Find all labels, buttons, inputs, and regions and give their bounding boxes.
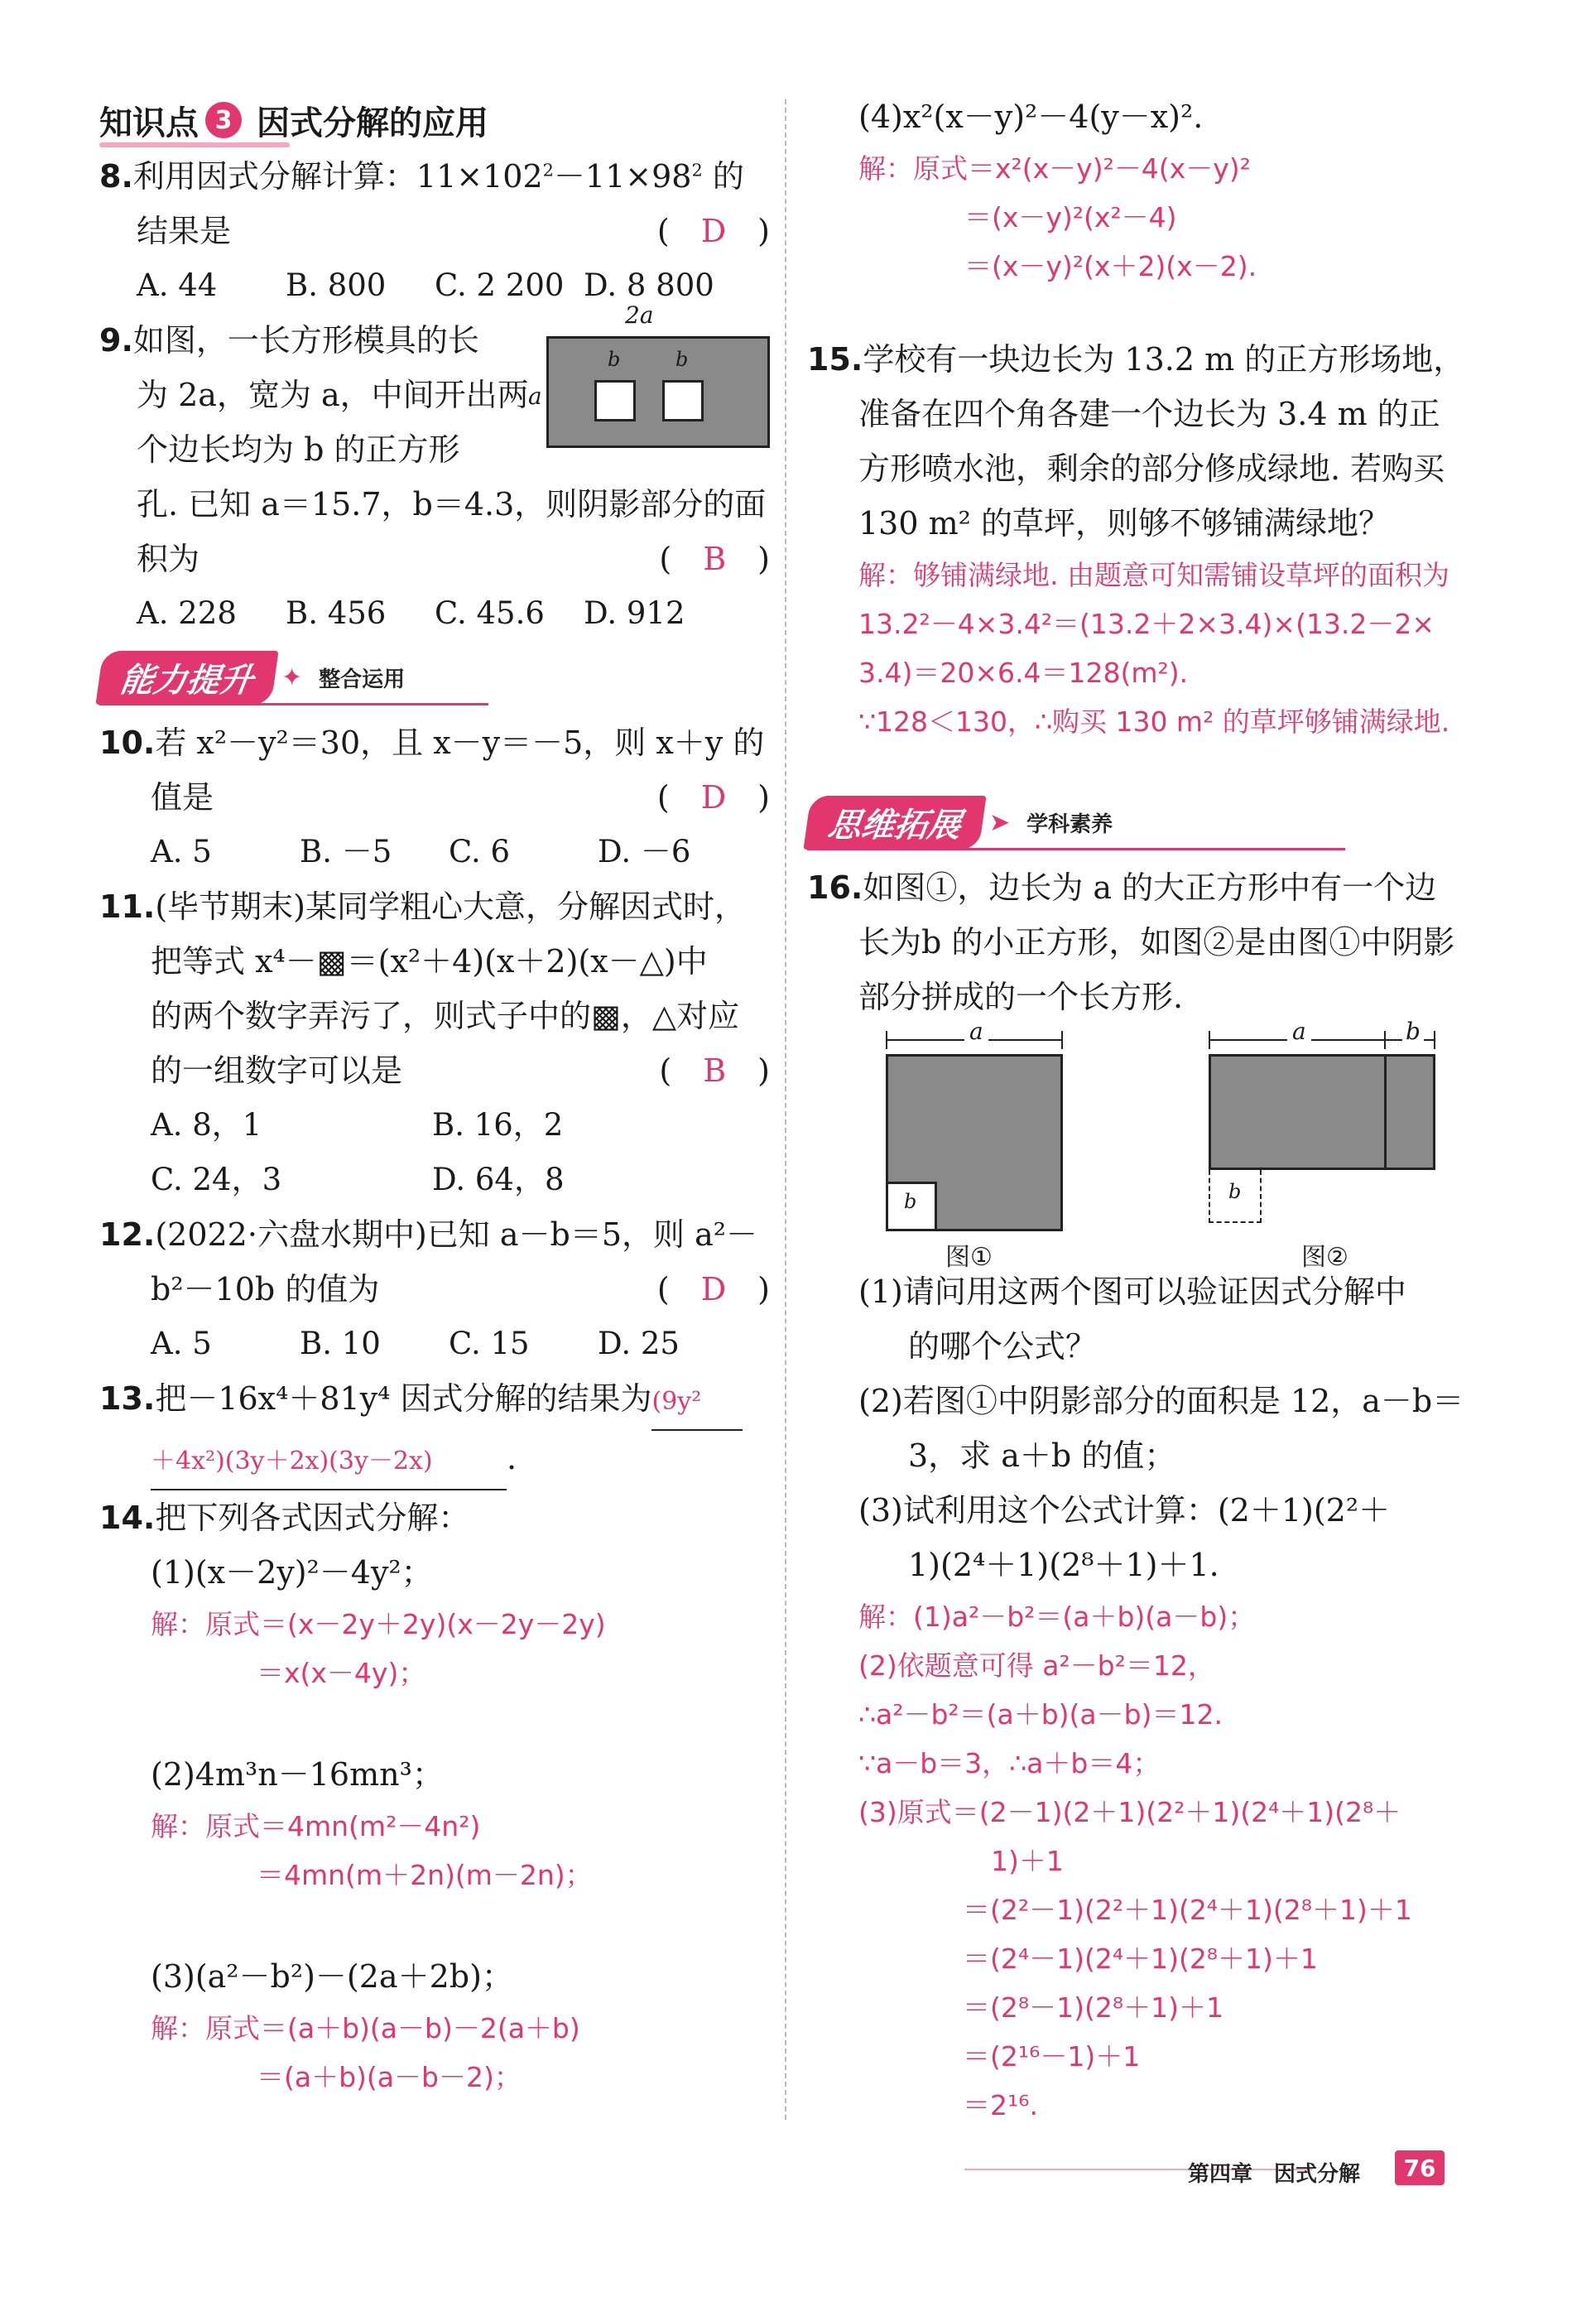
q16-solution8: ＝(2⁴－1)(2⁴＋1)(2⁸＋1)＋1 <box>963 1943 1318 1975</box>
q13-line1 <box>99 1371 770 1431</box>
q16-figures <box>807 1018 1478 1272</box>
fig1-dim-tick-left <box>886 1031 887 1049</box>
q13-answer-part2: ＋4x²)(3y＋2x)(3y－2x) <box>151 1434 507 1490</box>
page-number: 76 <box>1395 2150 1445 2185</box>
fig2-label-a: a <box>1287 1018 1311 1045</box>
fig2-label-b-top: b <box>1402 1018 1424 1045</box>
question-9 <box>99 301 770 641</box>
fig2-rectangle <box>1209 1054 1435 1170</box>
q12-number: 12. <box>99 1216 156 1253</box>
question-14 <box>99 1490 770 2102</box>
q10-option-b: B. －5 <box>300 834 392 869</box>
q15-text3: 方形喷水池，剩余的部分修成绿地. 若购买 <box>858 450 1445 487</box>
q14-line1 <box>99 1490 770 1545</box>
q9-hole-1 <box>594 380 636 421</box>
question-10 <box>99 715 770 879</box>
q9-option-d: D. 912 <box>584 595 685 631</box>
spacer <box>807 746 1478 786</box>
thinking-banner-sub: 学科素养 <box>1026 811 1113 837</box>
q10-text2: 值是 <box>151 779 214 816</box>
q15-text4: 130 m² 的草坪，则够不够铺满绿地？ <box>858 505 1390 542</box>
q9-text4: 孔. 已知 a＝15.7，b＝4.3，则阴影部分的面 <box>137 486 767 522</box>
q13-text: 把－16x⁴＋81y⁴ 因式分解的结果为 <box>155 1380 652 1417</box>
q11-option-a: A. 8，1 <box>151 1107 262 1143</box>
q14-part2-solution1: 解：原式＝4mn(m²－4n²) <box>151 1810 481 1842</box>
page-footer <box>964 2154 1469 2207</box>
q8-option-d: D. 8 800 <box>584 267 714 303</box>
q14-part1-solution1: 解：原式＝(x－2y＋2y)(x－2y－2y) <box>151 1608 606 1640</box>
q9-text3: 个边长均为 b 的正方形 <box>137 431 460 468</box>
q15-solution1: 解：够铺满绿地. 由题意可知需铺设草坪的面积为 <box>858 559 1449 591</box>
q16-solution4: ∵a－b＝3，∴a＋b＝4； <box>858 1747 1161 1779</box>
fig2-dim-tick-mid <box>1384 1031 1386 1049</box>
paper-plane-icon: ➤ <box>989 807 1011 837</box>
q16-figure-1 <box>886 1018 1068 1272</box>
q9-fig-label-top: 2a <box>625 301 654 329</box>
q15-number: 15. <box>807 341 863 378</box>
q9-number: 9. <box>99 322 133 359</box>
q12-option-a: A. 5 <box>151 1326 212 1361</box>
q15-line1 <box>807 332 1478 387</box>
fig2-label-b: b <box>1228 1180 1242 1203</box>
q8-option-a: A. 44 <box>137 267 218 303</box>
q16-solution10: ＝(2¹⁶－1)＋1 <box>963 2040 1141 2073</box>
fig2-dim-tick-right <box>1434 1031 1435 1049</box>
fig2-divider-line <box>1384 1054 1387 1170</box>
q11-text2: 把等式 x⁴－▩＝(x²＋4)(x＋2)(x－△)中 <box>151 943 708 980</box>
spacer <box>99 1900 770 1949</box>
q16-solution2: (2)依题意可得 a²－b²＝12， <box>858 1649 1215 1682</box>
q9-answer-bracket: ( B ) <box>659 541 770 577</box>
q11-options-row2 <box>99 1153 770 1207</box>
section-underline <box>99 142 290 147</box>
q16-text2: 长为b 的小正方形，如图②是由图①中阴影 <box>858 924 1455 961</box>
thinking-banner <box>807 791 1478 854</box>
q16-line1 <box>807 860 1478 915</box>
q9-mold-rect <box>546 336 770 448</box>
q8-line2 <box>99 204 770 258</box>
left-column <box>99 91 770 2102</box>
q11-text1: (毕节期末)某同学粗心大意，分解因式时， <box>155 888 746 925</box>
q10-option-c: C. 6 <box>449 834 511 869</box>
q15-solution4: ∵128＜130，∴购买 130 m² 的草坪够铺满绿地. <box>858 705 1450 738</box>
q9-hole-2 <box>662 380 704 421</box>
q14-part4-solution1: 解：原式＝x²(x－y)²－4(x－y)² <box>858 152 1251 185</box>
q10-answer-bracket: ( D ) <box>656 779 770 816</box>
section-label: 知识点 <box>99 104 199 142</box>
column-divider <box>785 99 786 2120</box>
section-title-row <box>99 91 770 149</box>
q11-answer-bracket: ( B ) <box>659 1052 770 1089</box>
q12-options <box>99 1317 770 1371</box>
thinking-banner-title: 思维拓展 <box>803 796 986 850</box>
spacer <box>99 1697 770 1747</box>
q16-solution3: ∴a²－b²＝(a＋b)(a－b)＝12. <box>858 1698 1223 1731</box>
q12-answer-bracket: ( D ) <box>656 1271 770 1307</box>
q11-text4: 的一组数字可以是 <box>151 1052 403 1089</box>
q14-part1-question: (1)(x－2y)²－4y²； <box>151 1554 433 1591</box>
q10-number: 10. <box>99 725 156 761</box>
q11-options-row1 <box>99 1098 770 1153</box>
q13-answer-part1: (9y² <box>651 1375 743 1431</box>
q14-part3-solution1: 解：原式＝(a＋b)(a－b)－2(a＋b) <box>151 2012 580 2044</box>
right-column <box>807 89 1478 2130</box>
q16-solution9: ＝(2⁸－1)(2⁸＋1)＋1 <box>963 1991 1223 2024</box>
fig2-dim-line <box>1209 1039 1435 1041</box>
rocket-icon: ✦ <box>281 662 303 692</box>
q9-figure <box>522 301 770 459</box>
q11-option-b: B. 16，2 <box>432 1107 564 1143</box>
q12-line2 <box>99 1262 770 1317</box>
fig2-dim-tick-left <box>1209 1031 1210 1049</box>
q8-number: 8. <box>99 158 133 195</box>
question-8 <box>99 149 770 313</box>
q11-line1 <box>99 879 770 934</box>
q11-number: 11. <box>99 888 156 925</box>
q16-text3: 部分拼成的一个长方形. <box>858 979 1184 1015</box>
q16-solution6: 1)＋1 <box>991 1845 1064 1877</box>
q16-number: 16. <box>807 869 863 906</box>
q14-part2-solution2: ＝4mn(m＋2n)(m－2n)； <box>257 1859 593 1891</box>
q12-text2: b²－10b 的值为 <box>151 1271 380 1307</box>
q9-option-b: B. 456 <box>286 595 387 631</box>
q10-option-a: A. 5 <box>151 834 212 869</box>
question-15 <box>807 332 1478 746</box>
q10-options <box>99 825 770 879</box>
q8-sup2: 2 <box>691 160 703 181</box>
q11-option-c: C. 24，3 <box>151 1162 282 1197</box>
q8-answer: D <box>700 213 727 249</box>
q14-part3-question: (3)(a²－b²)－(2a＋2b)； <box>151 1958 513 1995</box>
q9-options <box>99 586 770 641</box>
q15-solution3: 3.4)＝20×6.4＝128(m²). <box>858 657 1189 689</box>
q9-text5: 积为 <box>137 541 200 577</box>
thinking-banner-line <box>807 848 1345 850</box>
section-header <box>99 91 770 149</box>
q14-part4-question: (4)x²(x－y)²－4(y－x)². <box>858 99 1204 135</box>
q14-part2-question: (2)4m³n－16mn³； <box>151 1756 444 1793</box>
q11-line4 <box>99 1043 770 1098</box>
question-16 <box>807 860 1478 2130</box>
q15-text2: 准备在四个角各建一个边长为 3.4 m 的正 <box>858 396 1440 432</box>
q9-option-c: C. 45.6 <box>435 595 545 631</box>
fig1-label-a: a <box>964 1018 988 1045</box>
q16-sub1-line1: (1)请问用这两个图可以验证因式分解中 <box>858 1274 1406 1310</box>
q16-solution11: ＝2¹⁶. <box>963 2089 1038 2121</box>
fig2-caption: 图② <box>1301 1243 1348 1272</box>
q16-figure-2 <box>1209 1018 1449 1272</box>
ability-banner-line <box>99 703 488 705</box>
question-12 <box>99 1207 770 1371</box>
q12-option-d: D. 25 <box>598 1326 680 1361</box>
q14-number: 14. <box>99 1500 156 1536</box>
q10-text1: 若 x²－y²＝30，且 x－y＝－5，则 x＋y 的 <box>155 725 765 761</box>
q10-line1 <box>99 715 770 770</box>
q8-text2: －11×98 <box>553 158 692 195</box>
q8-answer-bracket: ( D ) <box>656 213 770 249</box>
footer-chapter: 第四章 因式分解 <box>1188 2162 1361 2187</box>
q16-sub1-line2: 的哪个公式？ <box>908 1328 1098 1365</box>
q9-option-a: A. 228 <box>137 595 237 631</box>
q9-text2: 为 2a，宽为 a，中间开出两 <box>137 377 529 413</box>
q9-answer: B <box>703 541 727 577</box>
q11-option-d: D. 64，8 <box>432 1162 565 1197</box>
q12-answer: D <box>700 1271 727 1307</box>
q12-line1 <box>99 1207 770 1262</box>
q10-answer: D <box>700 779 727 816</box>
q8-text4: 结果是 <box>137 213 232 249</box>
q16-text1: 如图①，边长为 a 的大正方形中有一个边 <box>863 869 1437 906</box>
q16-sub3-line2: 1)(2⁴＋1)(2⁸＋1)＋1. <box>908 1547 1219 1583</box>
q8-text1: 利用因式分解计算：11×102 <box>132 158 543 195</box>
q9-fig-label-b1: b <box>608 348 621 371</box>
q15-text1: 学校有一块边长为 13.2 m 的正方形场地， <box>863 341 1465 378</box>
q12-option-b: B. 10 <box>300 1326 381 1361</box>
ability-banner-title: 能力提升 <box>95 651 278 705</box>
q13-line2 <box>99 1431 770 1490</box>
q10-option-d: D. －6 <box>598 834 691 869</box>
ability-banner <box>99 646 770 709</box>
q8-option-b: B. 800 <box>286 267 387 303</box>
q12-option-c: C. 15 <box>449 1326 530 1361</box>
question-11 <box>99 879 770 1207</box>
q14-part1-solution2: ＝x(x－4y)； <box>257 1657 426 1689</box>
q11-answer: B <box>703 1052 727 1089</box>
q11-text3: 的两个数字弄污了，则式子中的▩，△对应 <box>151 998 740 1034</box>
q8-line1 <box>99 149 770 204</box>
q16-solution7: ＝(2²－1)(2²＋1)(2⁴＋1)(2⁸＋1)＋1 <box>963 1894 1412 1926</box>
section-title: 因式分解的应用 <box>257 104 488 142</box>
q8-sup1: 2 <box>542 160 554 181</box>
q10-line2 <box>99 770 770 825</box>
fig1-label-b: b <box>904 1190 917 1213</box>
ability-banner-sub: 整合运用 <box>319 667 406 692</box>
q13-number: 13. <box>99 1380 156 1417</box>
q9-line5 <box>99 532 770 586</box>
fig1-caption: 图① <box>945 1243 993 1272</box>
q14-part4-solution2: ＝(x－y)²(x²－4) <box>964 201 1177 234</box>
q16-solution1: 解：(1)a²－b²＝(a＋b)(a－b)； <box>858 1601 1256 1633</box>
q13-end: . <box>507 1440 517 1476</box>
section-number-badge: 3 <box>205 102 242 138</box>
fig1-dim-tick-right <box>1061 1031 1063 1049</box>
q16-sub2-line2: 3，求 a＋b 的值； <box>908 1437 1176 1474</box>
question-13 <box>99 1371 770 1490</box>
q16-solution5: (3)原式＝(2－1)(2＋1)(2²＋1)(2⁴＋1)(2⁸＋ <box>858 1796 1401 1828</box>
q8-text3: 的 <box>702 158 744 195</box>
q14-part3-solution2: ＝(a＋b)(a－b－2)； <box>257 2061 522 2093</box>
q16-sub2-line1: (2)若图①中阴影部分的面积是 12，a－b＝ <box>858 1383 1464 1419</box>
q14-text: 把下列各式因式分解： <box>155 1500 470 1536</box>
q9-fig-label-left: a <box>528 383 542 410</box>
q8-option-c: C. 2 200 <box>435 267 565 303</box>
q14-part4-solution3: ＝(x－y)²(x＋2)(x－2). <box>964 250 1257 282</box>
q16-sub3-line1: (3)试利用这个公式计算：(2＋1)(2²＋ <box>858 1492 1391 1529</box>
spacer <box>807 291 1478 332</box>
q9-text1: 如图，一长方形模具的长 <box>132 322 479 359</box>
q15-solution2: 13.2²－4×3.4²＝(13.2＋2×3.4)×(13.2－2× <box>858 608 1435 640</box>
q9-fig-label-b2: b <box>675 348 689 371</box>
q12-text1: (2022·六盘水期中)已知 a－b＝5，则 a²－ <box>155 1216 757 1253</box>
